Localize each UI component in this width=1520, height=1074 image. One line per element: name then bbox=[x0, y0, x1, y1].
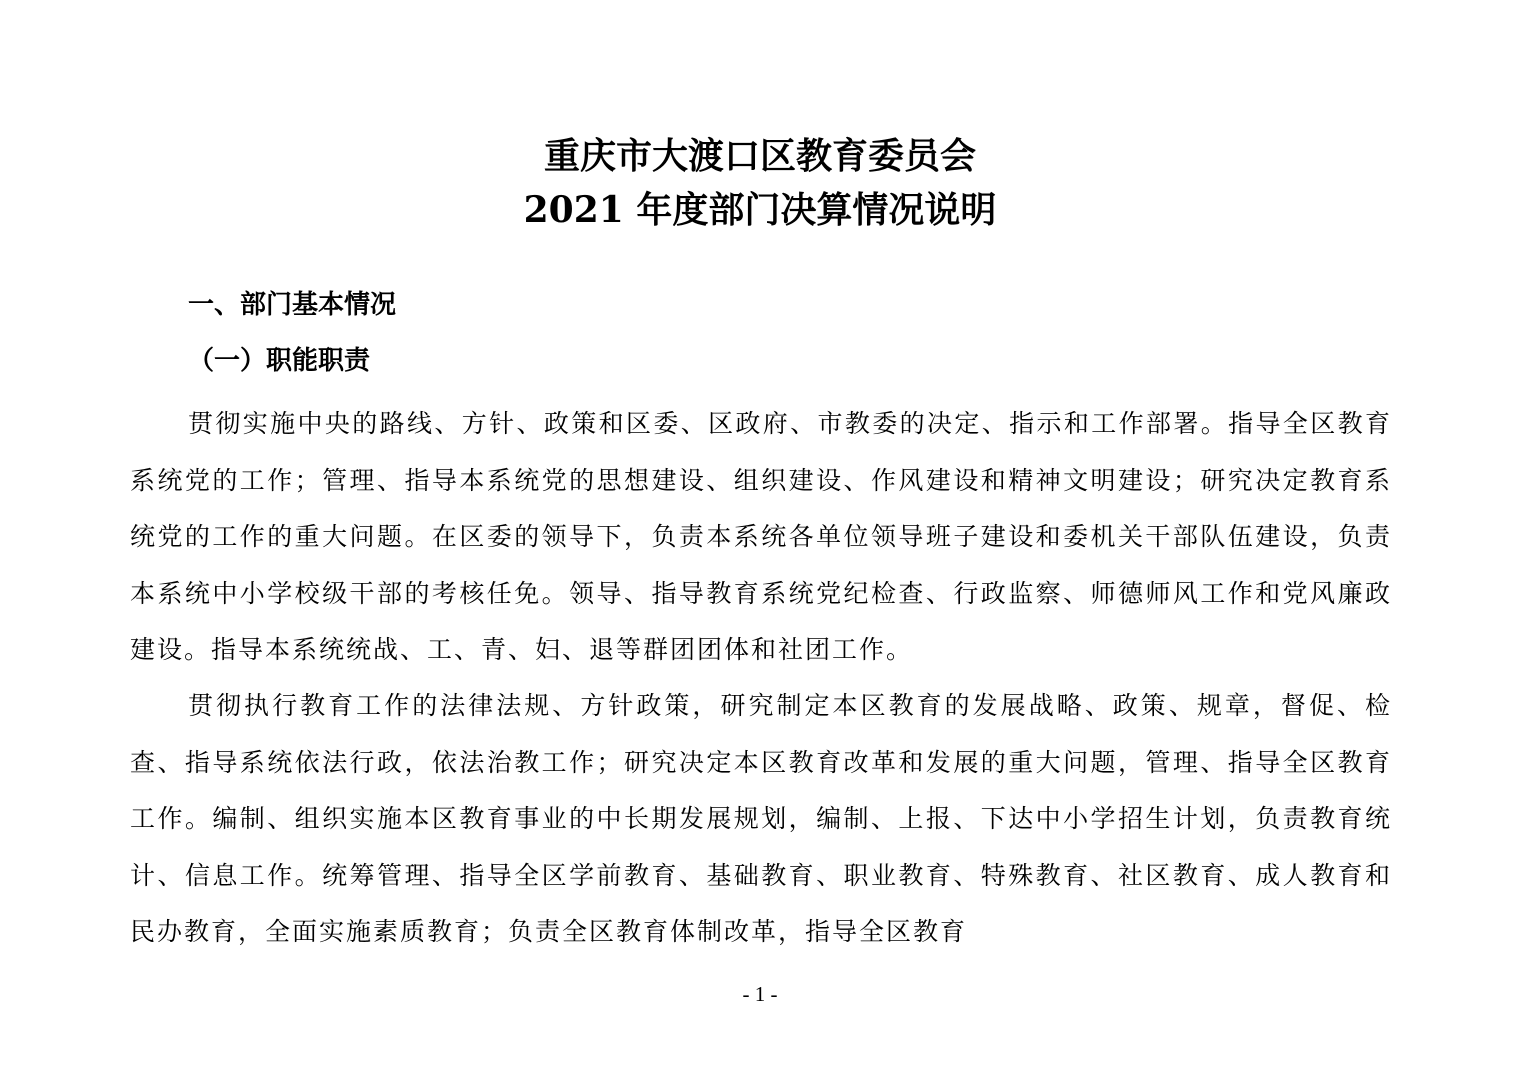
document-title-line1: 重庆市大渡口区教育委员会 bbox=[543, 135, 976, 177]
document-title-line2: 2021 年度部门决算情况说明 bbox=[523, 189, 997, 231]
subsection-heading-functions: （一）职能职责 bbox=[188, 346, 371, 376]
paragraph-1-text: 贯彻实施中央的路线、方针、政策和区委、区政府、市教委的决定、指示和工作部署。指导全区教育系统党的工作；管理、指导本系统党的思想建设、组织建设、作风建设和精神文明建设；研究决定教育系统党的工作的重大问题。在区委的领导下，负责本系统各单位领导班子建设和委机关干部队伍建设，负责本系统中小学校级干部的考核任免。领导、指导教育系统党纪检查、行政监察、师德师风工作和党风廉政建设。指导本系统统战、工、青、妇、退等群团团体和社团工作。 bbox=[130, 409, 1392, 665]
paragraph-1 bbox=[130, 396, 1392, 679]
paragraph-2 bbox=[130, 678, 1392, 961]
page-number: - 1 - bbox=[742, 982, 778, 1006]
section-heading-basic-info: 一、部门基本情况 bbox=[188, 290, 397, 320]
paragraph-2-text: 贯彻执行教育工作的法律法规、方针政策，研究制定本区教育的发展战略、政策、规章，督促、检查、指导系统依法行政，依法治教工作；研究决定本区教育改革和发展的重大问题，管理、指导全区教育工作。编制、组织实施本区教育事业的中长期发展规划，编制、上报、下达中小学招生计划，负责教育统计、信息工作。统筹管理、指导全区学前教育、基础教育、职业教育、特殊教育、社区教育、成人教育和民办教育，全面实施素质教育；负责全区教育体制改革，指导全区教育 bbox=[130, 691, 1392, 947]
